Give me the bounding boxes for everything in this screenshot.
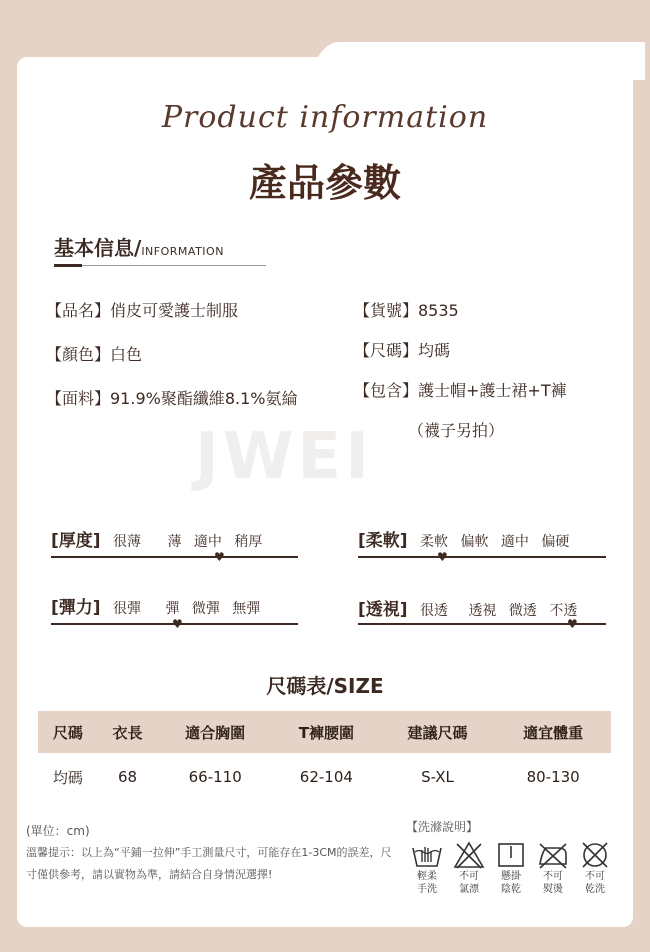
no-iron-icon: [536, 840, 570, 870]
thickness-marker-icon: ♥: [214, 550, 225, 564]
wash-label: 不可 氯漂: [459, 871, 479, 895]
transparency-marker-icon: ♥: [567, 617, 578, 631]
softness-marker-icon: ♥: [437, 550, 448, 564]
script-title: Product information: [161, 100, 489, 135]
wash-item: [410, 840, 444, 896]
table-cell: 62-104: [299, 768, 353, 786]
table-cell: S-XL: [421, 768, 454, 786]
table-cell: 66-110: [188, 768, 242, 786]
no-bleach-icon: [452, 840, 486, 870]
unit-note: (單位：cm): [26, 824, 90, 838]
wash-label: 不可 乾洗: [585, 871, 605, 895]
product-name: 【品名】俏皮可愛護士制服: [46, 301, 239, 320]
wash-title: 【洗滌說明】: [406, 820, 479, 834]
elasticity-marker-icon: ♥: [172, 617, 183, 631]
table-header-cell: 衣長: [98, 711, 158, 753]
wash-label: 不可 熨燙: [543, 871, 563, 895]
thickness-scale: [厚度] 很薄 薄 適中 稍厚: [51, 531, 263, 551]
size-table: [38, 711, 611, 801]
table-header-cell: 適宜體重: [495, 711, 611, 753]
card-tab: [295, 40, 645, 80]
size-table-header: [38, 711, 611, 753]
product-includes: 【包含】護士帽+護士裙+T褲: [354, 381, 567, 400]
table-header-cell: 尺碼: [38, 711, 98, 753]
measurement-tip: 溫馨提示：以上為“平鋪一拉伸”手工測量尺寸，可能存在1-3CM的誤差，尺寸僅供參考，請以實物為準，請結合自身情況選擇!: [26, 846, 392, 881]
transparency-scale: [透視] 很透 透視 微透 不透: [358, 600, 578, 620]
wash-item: [452, 840, 486, 896]
hang-dry-icon: [494, 840, 528, 870]
table-cell: 80-130: [526, 768, 580, 786]
product-color: 【顏色】白色: [46, 345, 143, 364]
table-header-cell: 建議尺碼: [380, 711, 496, 753]
product-size: 【尺碼】均碼: [354, 341, 451, 360]
wash-item: [578, 840, 612, 896]
no-dry-clean-icon: [578, 840, 612, 870]
table-row: [38, 753, 611, 801]
softness-scale: [柔軟] 柔軟 偏軟 適中 偏硬: [358, 531, 570, 551]
wash-label: 輕柔 手洗: [417, 871, 437, 895]
wash-label: 懸掛 陰乾: [501, 871, 521, 895]
product-material: 【面料】91.9%聚酯纖維8.1%氨綸: [46, 389, 298, 408]
section-heading: 基本信息/INFORMATION: [54, 236, 224, 260]
elasticity-scale: [彈力] 很彈 彈 微彈 無彈: [51, 598, 261, 618]
thickness-bar: [51, 556, 298, 558]
size-table-title: 尺碼表/SIZE: [266, 674, 384, 698]
section-divider: [54, 265, 266, 266]
table-cell: 68: [117, 768, 138, 786]
table-cell: 均碼: [52, 768, 83, 787]
page-title: 產品參數: [248, 161, 401, 205]
product-note: （襪子另拍）: [408, 421, 505, 440]
wash-icons: [410, 840, 610, 910]
watermark: JWEI: [195, 420, 373, 494]
wash-item: [536, 840, 570, 896]
product-sku: 【貨號】8535: [354, 301, 459, 320]
table-header-cell: 適合胸圍: [157, 711, 273, 753]
hand-wash-icon: [410, 840, 444, 870]
section-divider-accent: [54, 264, 82, 267]
table-header-cell: T褲腰圍: [273, 711, 380, 753]
wash-item: [494, 840, 528, 896]
softness-bar: [358, 556, 606, 558]
